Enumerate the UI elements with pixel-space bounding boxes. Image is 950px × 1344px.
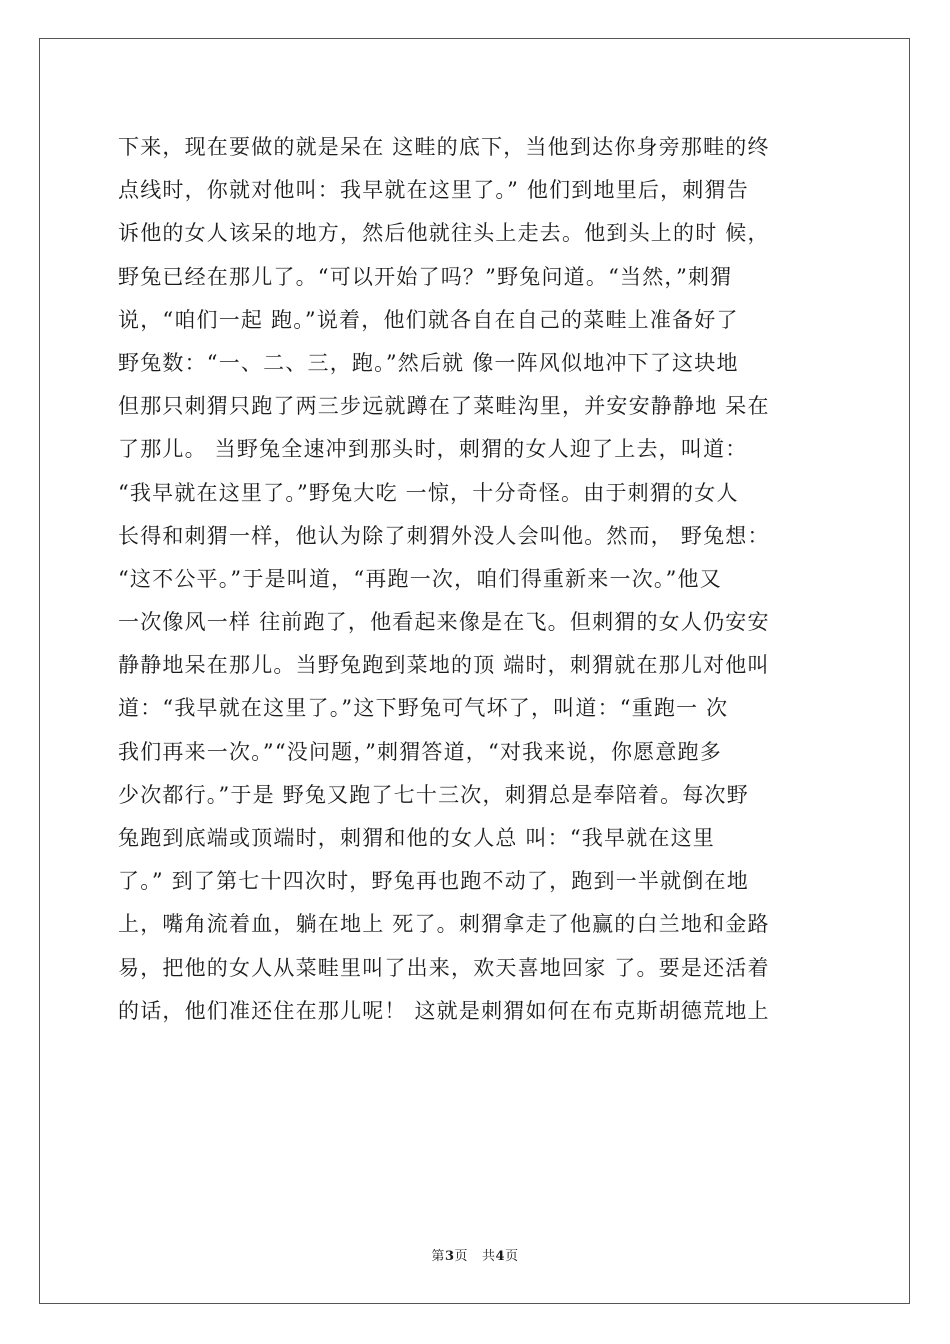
text-line: 少次都行。”于是 野兔又跑了七十三次，刺猬总是奉陪着。每次野 — [118, 782, 749, 807]
page-current: 3 — [444, 1249, 455, 1264]
document-body — [118, 126, 834, 1033]
text-line: 说，“咱们一起 跑。”说着，他们就各自在自己的菜畦上准备好了 — [118, 307, 739, 332]
text-line: 上，嘴角流着血，躺在地上 死了。刺猬拿走了他赢的白兰地和金路 — [118, 912, 770, 937]
text-line: 了。” 到了第七十四次时，野兔再也跑不动了，跑到一半就倒在地 — [118, 869, 749, 894]
page-suffix: 页 — [454, 1249, 468, 1264]
text-line: 我们再来一次。”“没问题，”刺猬答道，“对我来说，你愿意跑多 — [118, 739, 722, 764]
text-line: 了那儿。 当野兔全速冲到那头时，刺猬的女人迎了上去，叫道： — [118, 437, 748, 462]
total-suffix: 页 — [505, 1249, 519, 1264]
text-line: 易，把他的女人从菜畦里叫了出来，欢天喜地回家 了。要是还活着 — [118, 955, 770, 980]
text-line: 长得和刺猬一样，他认为除了刺猬外没人会叫他。然而， 野兔想： — [118, 523, 770, 548]
text-line: 道：“我早就在这里了。”这下野兔可气坏了，叫道：“重跑一 次 — [118, 696, 729, 721]
text-line: 下来，现在要做的就是呆在 这畦的底下，当他到达你身旁那畦的终 — [118, 135, 770, 159]
text-line: 野兔数：“一、二、三，跑。”然后就 像一阵风似地冲下了这块地 — [118, 350, 739, 375]
text-line: 野兔已经在那儿了。“可以开始了吗？”野兔问道。“当然，”刺猬 — [118, 264, 733, 289]
text-line: 兔跑到底端或顶端时，刺猬和他的女人总 叫：“我早就在这里 — [118, 826, 716, 850]
text-line: 点线时，你就对他叫：我早就在这里了。” 他们到地里后，刺猬告 — [118, 178, 749, 203]
text-line: 但那只刺猬只跑了两三步远就蹲在了菜畦沟里，并安安静静地 呆在 — [118, 394, 770, 419]
text-line: 静静地呆在那儿。当野兔跑到菜地的顶 端时，刺猬就在那儿对他叫 — [118, 653, 770, 678]
text-line: 的话，他们准还住在那儿呢！ 这就是刺猬如何在布克斯胡德荒地上 — [118, 998, 770, 1023]
text-line: “这不公平。”于是叫道，“再跑一次，咱们得重新来一次。”他又 — [118, 566, 722, 591]
page-prefix: 第 — [431, 1249, 445, 1264]
text-line: “我早就在这里了。”野兔大吃 一惊，十分奇怪。由于刺猬的女人 — [118, 480, 739, 505]
page-footer — [0, 1245, 950, 1264]
page-total: 4 — [495, 1249, 506, 1264]
text-line: 诉他的女人该呆的地方，然后他就往头上走去。他到头上的时 候， — [118, 221, 770, 246]
total-prefix: 共 — [482, 1249, 496, 1264]
text-line: 一次像风一样 往前跑了，他看起来像是在飞。但刺猬的女人仍安安 — [118, 610, 770, 635]
